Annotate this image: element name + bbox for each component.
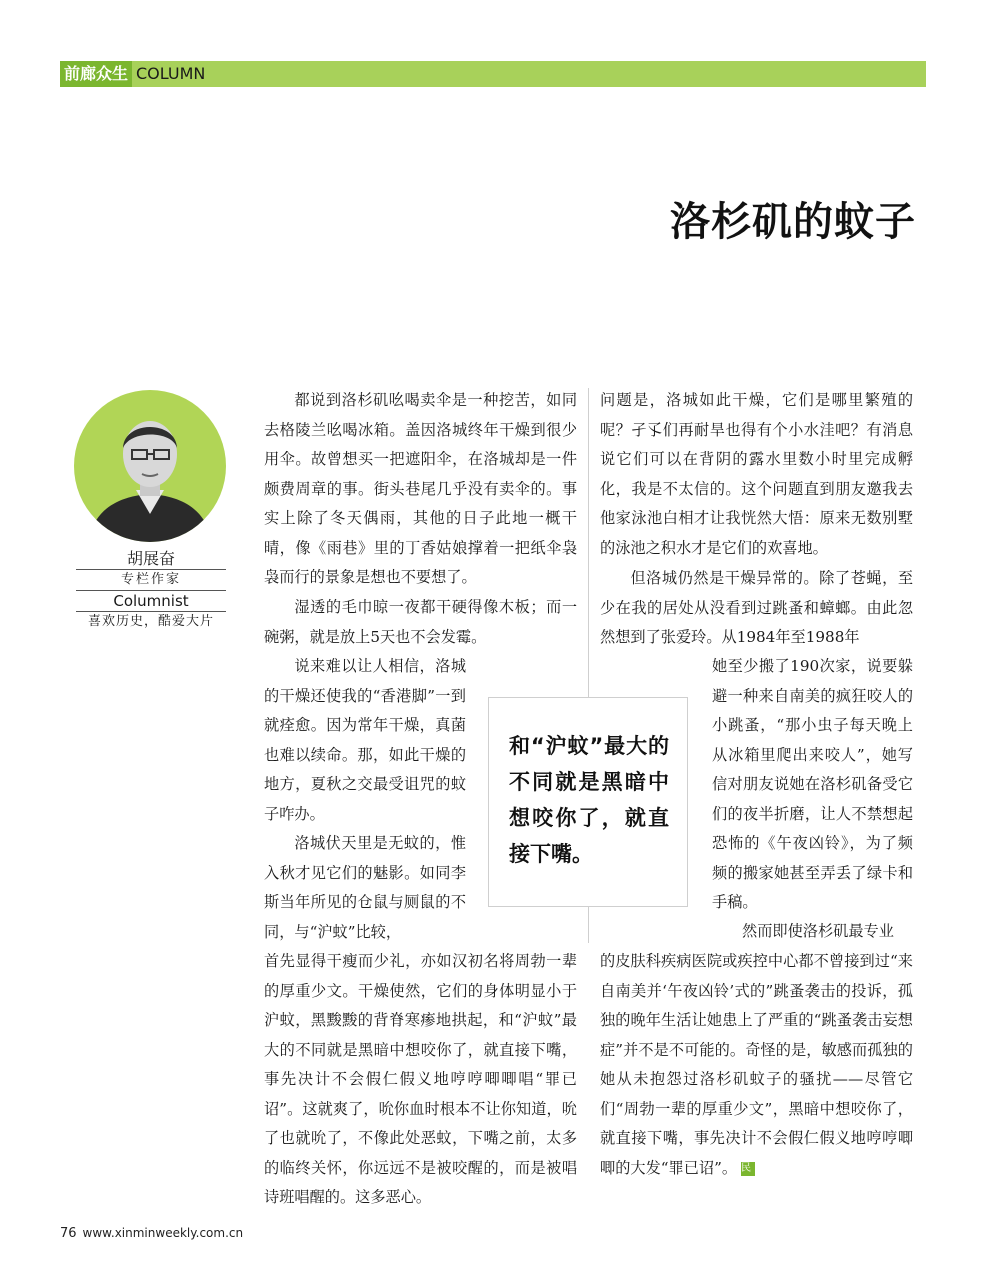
column-label: COLUMN [136, 64, 206, 83]
paragraph-text: 的皮肤科疾病医院或疾控中心都不曾接到过“来自南美并‘午夜凶铃’式的”跳蚤袭击的投诉，孤独的晚年生活让她患上了严重的“跳蚤袭击妄想症”并不是不可能的。奇怪的是，敏感而孤独的她从未抱怨过洛杉矶蚊子的骚扰——尽管它们“周勃一辈的厚重少文”，黑暗中想咬你了，就直接下嘴，事先决计不会假仁假义地哼哼唧唧的大发“罪已诏”。 [600, 952, 913, 1177]
pull-quote [488, 697, 688, 907]
author-name: 胡展奋 [76, 549, 226, 570]
author-role: 专栏作家 [76, 570, 226, 591]
end-mark-icon: 民 [741, 1162, 755, 1176]
page-footer [60, 1226, 243, 1241]
paragraph: 问题是，洛城如此干燥，它们是哪里繁殖的呢？孑孓们再耐旱也得有个小水洼吧？有消息说它们可以在背阴的露水里数小时里完成孵化，我是不太信的。这个问题直到朋友邀我去他家泳池白相才让我恍然大悟：原来无数别墅的泳池之积水才是它们的欢喜地。 [600, 391, 913, 557]
portrait-illustration [74, 390, 226, 542]
author-bio: 喜欢历史，酷爱大片 [87, 614, 214, 629]
pull-quote-text: 和“沪蚊”最大的不同就是黑暗中想咬你了，就直接下嘴。 [509, 734, 669, 866]
author-info [76, 549, 226, 632]
page-number: 76 [60, 1226, 77, 1241]
paragraph: 但洛城仍然是干燥异常的。除了苍蝇，至少在我的居处从没看到过跳蚤和蟑螂。由此忽然想到了张爱玲。从1984年至1988年 [600, 569, 913, 646]
paragraph [600, 947, 913, 1183]
author-portrait [74, 390, 226, 542]
paragraph: 洛城伏天里是无蚊的，惟入秋才见它们的魅影。如同李斯当年所见的仓鼠与厕鼠的不同，与“沪蚊”比较， [264, 834, 466, 941]
footer-url: www.xinminweekly.com.cn [82, 1226, 244, 1240]
paragraph: 说来难以让人相信，洛城的干燥还使我的“香港脚”一到就痊愈。因为常年干燥，真菌也难以续命。那，如此干燥的地方，夏秋之交最受诅咒的蚊子咋办。 [264, 657, 466, 823]
column-header-bar [60, 61, 926, 87]
paragraph: 首先显得干瘦而少礼，亦如汉初名将周勃一辈的厚重少文。干燥使然，它们的身体明显小于沪蚊，黑黢黢的背脊寒瘆地拱起，和“沪蚊”最大的不同就是黑暗中想咬你了，就直接下嘴，事先决计不会假仁假义地哼哼唧唧唱“罪已诏”。这就爽了，吮你血时根本不让你知道，吮了也就吮了，不像此处恶蚊，下嘴之前，太多的临终关怀，你远远不是被咬醒的，而是被唱诗班唱醒的。这多恶心。 [264, 952, 577, 1206]
paragraph: 她至少搬了190次家，说要躲避一种来自南美的疯狂咬人的小跳蚤，“那小虫子每天晚上从冰箱里爬出来咬人”，她写信对朋友说她在洛杉矶备受它们的夜半折磨，让人不禁想起恐怖的《午夜凶铃》，为了频频的搬家她甚至弄丢了绿卡和手稿。 [712, 657, 913, 911]
author-role-en: Columnist [76, 591, 226, 612]
paragraph: 然而即使洛杉矶最专业 [742, 922, 894, 940]
paragraph: 湿透的毛巾晾一夜都干硬得像木板；而一碗粥，就是放上5天也不会发霉。 [264, 598, 577, 646]
article-title: 洛杉矶的蚊子 [670, 198, 916, 245]
section-label: 前廊众生 [60, 61, 132, 87]
paragraph: 都说到洛杉矶吆喝卖伞是一种挖苦，如同去格陵兰吆喝冰箱。盖因洛城终年干燥到很少用伞。故曾想买一把遮阳伞，在洛城却是一件颇费周章的事。街头巷尾几乎没有卖伞的。事实上除了冬天偶雨，其他的日子此地一概干晴，像《雨巷》里的丁香姑娘撑着一把纸伞袅袅而行的景象是想也不要想了。 [264, 391, 577, 586]
